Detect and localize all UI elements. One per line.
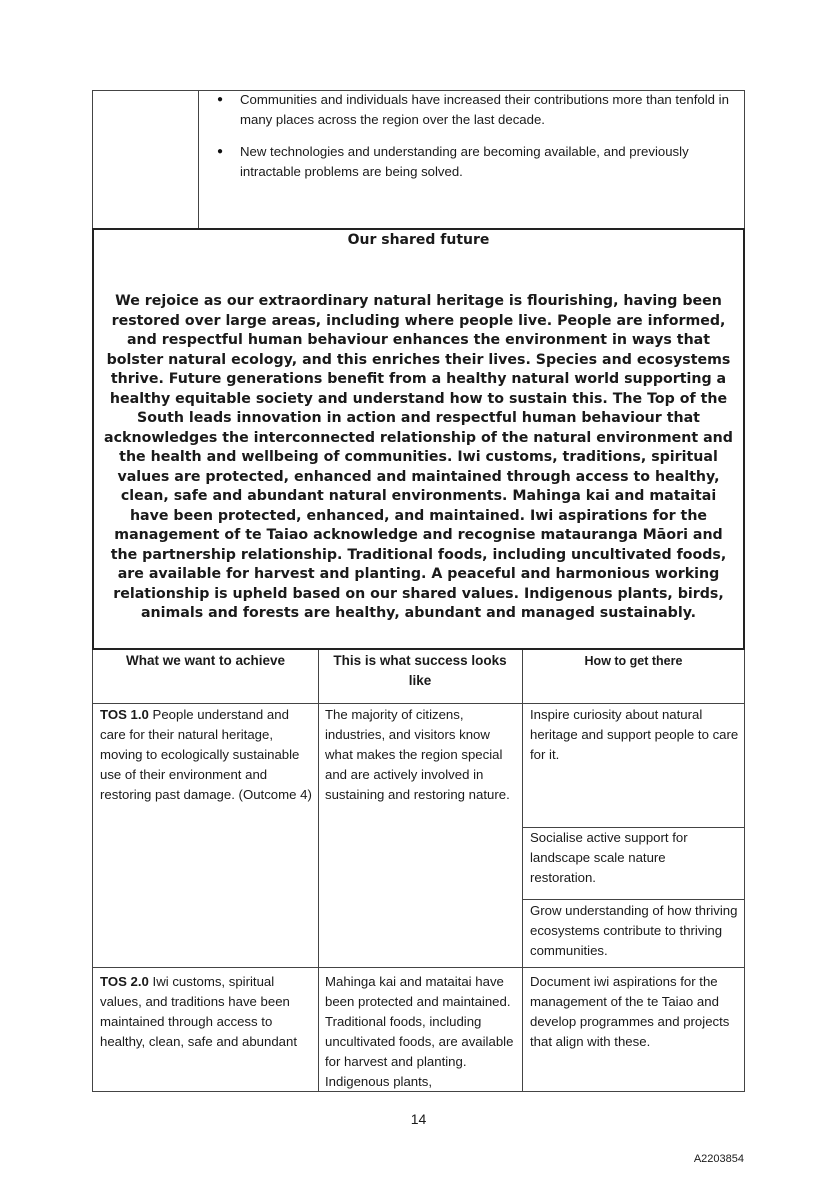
row1-how-1: Inspire curiosity about natural heritage and support people to care for it.	[530, 707, 739, 762]
row2-how-cell: Document iwi aspirations for the management of the te Taiao and develop programmes and projects that align with these.	[530, 974, 730, 1049]
row1-success-cell: The majority of citizens, industries, and visitors know what makes the region special and are actively involved in sustaining and restoring nature.	[325, 707, 510, 802]
table-left-border	[92, 650, 93, 1092]
row-divider	[92, 967, 745, 968]
row2-success-cell: Mahinga kai and mataitai have been protected and maintained. Traditional foods, including uncultivated foods, are available for harvest and planting. Indigenous plants,	[325, 974, 514, 1089]
top-left-border	[92, 90, 93, 228]
row2-code: TOS 2.0	[100, 974, 149, 989]
row1-achieve-text: People understand and care for their natural heritage, moving to ecologically sustainable use of their environment and restoring past damage. (Outcome 4)	[100, 707, 312, 802]
bullet-dot-icon: ●	[216, 146, 224, 157]
table-col-divider-1	[318, 650, 319, 1092]
row1-how-3: Grow understanding of how thriving ecosystems contribute to thriving communities.	[530, 903, 738, 958]
sub-row-divider-2	[522, 899, 745, 900]
row2-achieve-text: Iwi customs, spiritual values, and traditions have been maintained through access to healthy, clean, safe and abundant	[100, 974, 297, 1049]
top-column-divider	[198, 90, 199, 228]
bullet-list	[200, 90, 745, 194]
page-number: 14	[410, 1111, 427, 1127]
bullet-text: Communities and individuals have increased their contributions more than tenfold in many places across the region over the last decade.	[240, 92, 729, 127]
header-how: How to get there	[584, 654, 683, 668]
header-success: This is what success looks like	[333, 653, 507, 688]
row1-code: TOS 1.0	[100, 707, 149, 722]
shared-future-title: Our shared future	[347, 232, 490, 248]
row1-how-2: Socialise active support for landscape scale nature restoration.	[530, 830, 688, 885]
row2-achieve-cell	[100, 972, 314, 1052]
row1-achieve-cell	[100, 705, 312, 805]
table-right-border	[744, 650, 745, 1092]
bullet-item	[200, 142, 745, 182]
header-row-divider	[92, 703, 745, 704]
table-col-divider-2	[522, 650, 523, 1092]
shared-future-box	[92, 228, 745, 650]
bullet-item	[200, 90, 745, 130]
bullet-text: New technologies and understanding are becoming available, and previously intractable problems are being solved.	[240, 144, 689, 179]
bullet-dot-icon: ●	[216, 94, 224, 105]
document-reference: A2203854	[693, 1153, 744, 1165]
shared-future-body: We rejoice as our extraordinary natural heritage is flourishing, having been restored over large areas, including where people live. People are informed, and respectful human behaviour enhances the environment in ways that bolster natural ecology, and this enriches their lives. Species and ecosystems thrive. Future generations benefit from a healthy natural world supporting a healthy equitable society and understand how to sustain this. The Top of the South leads innovation in action and respectful human behaviour that acknowledges the interconnected relationship of the natural environment and the health and wellbeing of communities. Iwi customs, traditions, spiritual values are protected, enhanced and maintained through access to healthy, clean, safe and abundant natural environments. Mahinga kai and mataitai have been protected, enhanced, and maintained. Iwi aspirations for the management of te Taiao acknowledge and recognise matauranga Māori and the partnership relationship. Traditional foods, including uncultivated foods, are available for harvest and planting. A peaceful and harmonious working relationship is upheld based on our shared values. Indigenous plants, birds, animals and forests are healthy, abundant and managed sustainably.	[104, 293, 733, 621]
header-what-we-want: What we want to achieve	[125, 653, 286, 668]
